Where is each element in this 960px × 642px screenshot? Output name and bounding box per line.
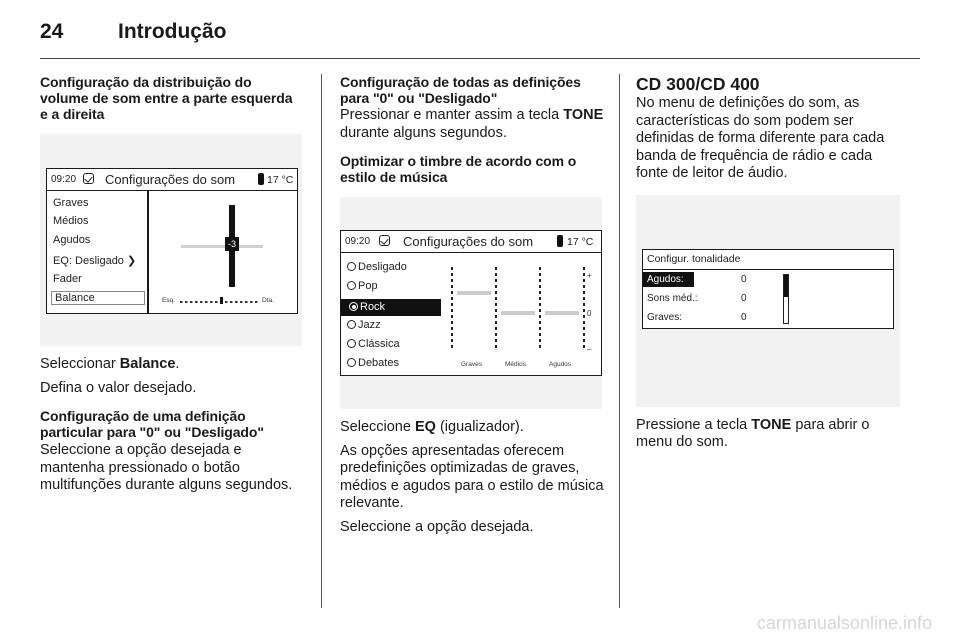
- balance-value[interactable]: -3: [225, 237, 239, 251]
- page-header: [40, 14, 920, 58]
- bold-term: TONE: [751, 416, 792, 433]
- eq-bar-graves: [457, 291, 491, 295]
- text: .: [175, 356, 180, 372]
- column-divider: [321, 74, 322, 608]
- eq-option-jazz[interactable]: [347, 319, 381, 331]
- paragraph: As opções apresentadas oferecem predefinições optimizadas de graves, médios e agudos para o estilo de música relevante.: [340, 442, 604, 511]
- balance-marker: [220, 297, 223, 304]
- tone-screen-illustration: [636, 195, 900, 407]
- radio-icon: [347, 262, 356, 271]
- left-label: Esq.: [162, 297, 176, 304]
- chevron-right-icon: ❯: [127, 255, 137, 267]
- check-icon: [83, 173, 94, 184]
- column-1: [40, 74, 302, 495]
- header-rule: [40, 58, 920, 59]
- menu-item-medios[interactable]: Médios: [53, 215, 89, 227]
- section-heading: CD 300/CD 400: [636, 74, 760, 94]
- scrollbar[interactable]: [783, 274, 789, 324]
- screen-title: Configurações do som: [105, 172, 236, 187]
- temperature: 17 °C: [267, 174, 294, 186]
- temperature: 17 °C: [567, 236, 594, 248]
- eq-scale: [495, 267, 497, 349]
- text: Seleccione: [340, 419, 415, 435]
- eq-bar-agudos: [545, 311, 579, 315]
- paragraph: No menu de definições do som, as características do som podem ser definidas de forma diferente para cada banda de frequência de rádio e cada fonte de leitor de áudio.: [636, 95, 885, 181]
- screen-title: Configurações do som: [403, 234, 534, 249]
- page-number: 24: [40, 20, 64, 43]
- band-label-graves: Graves: [461, 361, 482, 368]
- eq-bar-medios: [501, 311, 535, 315]
- menu-item-fader[interactable]: Fader: [53, 273, 82, 285]
- eq-option-desligado[interactable]: [347, 261, 407, 273]
- page-title: Introdução: [118, 20, 227, 43]
- eq-scale: [583, 267, 585, 349]
- screen-status-bar: [47, 169, 297, 191]
- text: para abrir o menu do som.: [636, 416, 870, 450]
- screen-divider: [147, 191, 149, 313]
- scale-minus: –: [587, 345, 592, 354]
- eq-option-classica[interactable]: [347, 338, 400, 350]
- menu-item-graves[interactable]: Graves: [53, 197, 89, 209]
- row-label: Graves:: [647, 311, 683, 323]
- column-2: [340, 74, 608, 536]
- text: Pressionar e manter assim a tecla: [340, 107, 564, 123]
- paragraph: [340, 419, 608, 437]
- scale-zero: 0: [587, 309, 592, 318]
- menu-item-eq[interactable]: [53, 254, 136, 267]
- screen-title: Configur. tonalidade: [647, 252, 741, 265]
- thermometer-icon: [258, 173, 264, 185]
- text: durante alguns segundos.: [340, 124, 507, 141]
- column-divider: [619, 74, 620, 608]
- radio-selected-icon: [349, 302, 358, 311]
- paragraph: Defina o valor desejado.: [40, 379, 197, 396]
- check-icon: [379, 235, 390, 246]
- clock: 09:20: [51, 174, 77, 185]
- bold-term: Balance: [119, 356, 176, 372]
- option-label: Desligado: [358, 261, 407, 273]
- horizontal-track: [181, 245, 263, 248]
- eq-scale: [451, 267, 453, 349]
- paragraph: Seleccione a opção desejada e mantenha pressionado o botão multifunções durante alguns segundos.: [40, 442, 293, 493]
- section-heading: Optimizar o timbre de acordo com o estilo de música: [340, 153, 577, 185]
- tone-screen: [642, 249, 894, 329]
- balance-screen-illustration: [40, 134, 302, 346]
- radio-icon: [347, 339, 356, 348]
- paragraph: [340, 107, 608, 142]
- radio-icon: [347, 320, 356, 329]
- option-label: Jazz: [358, 319, 381, 331]
- band-label-medios: Médios: [505, 361, 526, 368]
- text: Pressione a tecla: [636, 416, 752, 433]
- row-label: Agudos:: [643, 272, 694, 287]
- right-label: Dta.: [262, 297, 274, 304]
- menu-item-eq-label: EQ: Desligado: [53, 255, 124, 267]
- text: Seleccionar: [40, 356, 120, 372]
- section-heading: Configuração da distribuição do volume de som entre a parte esquerda e a direita: [40, 74, 293, 122]
- radio-icon: [347, 358, 356, 367]
- screen-status-bar: [341, 231, 601, 253]
- option-label: Debates: [358, 357, 399, 369]
- section-heading: Configuração de todas as definições para "0" ou "Desligado": [340, 74, 581, 106]
- option-label: Rock: [360, 301, 386, 313]
- eq-option-debates[interactable]: [347, 357, 399, 369]
- thermometer-icon: [557, 235, 563, 247]
- eq-screen: [340, 230, 602, 376]
- scale-plus: +: [587, 271, 592, 280]
- radio-icon: [347, 281, 356, 290]
- eq-scale: [539, 267, 541, 349]
- row-value: 0: [741, 292, 747, 304]
- paragraph: [636, 417, 904, 452]
- option-label: Clássica: [358, 338, 400, 350]
- clock: 09:20: [345, 236, 371, 247]
- eq-screen-illustration: [340, 197, 602, 409]
- column-3: [636, 74, 904, 452]
- row-label: Sons méd.:: [647, 292, 698, 304]
- balance-screen: [46, 168, 298, 314]
- menu-item-agudos[interactable]: Agudos: [53, 234, 91, 246]
- bold-term: EQ: [414, 419, 436, 435]
- paragraph: Seleccione a opção desejada.: [340, 518, 534, 535]
- paragraph: [40, 356, 302, 374]
- text: (igualizador).: [435, 419, 524, 435]
- tone-row-graves[interactable]: [643, 309, 793, 327]
- section-heading: Configuração de uma definição particular para "0" ou "Desligado": [40, 408, 264, 440]
- band-label-agudos: Agudos: [549, 361, 572, 368]
- tone-row-sons-med[interactable]: [643, 290, 793, 308]
- scrollbar-thumb[interactable]: [784, 275, 788, 297]
- screen-title-bar: [643, 250, 893, 270]
- tone-row-agudos[interactable]: [643, 271, 793, 289]
- eq-option-rock[interactable]: [341, 299, 441, 316]
- bold-term: TONE: [563, 107, 604, 123]
- eq-option-pop[interactable]: [347, 280, 378, 292]
- watermark: carmanualsonline.info: [756, 613, 932, 633]
- menu-item-balance[interactable]: Balance: [51, 291, 145, 305]
- row-value: 0: [741, 273, 747, 285]
- option-label: Pop: [358, 280, 378, 292]
- row-value: 0: [741, 311, 747, 323]
